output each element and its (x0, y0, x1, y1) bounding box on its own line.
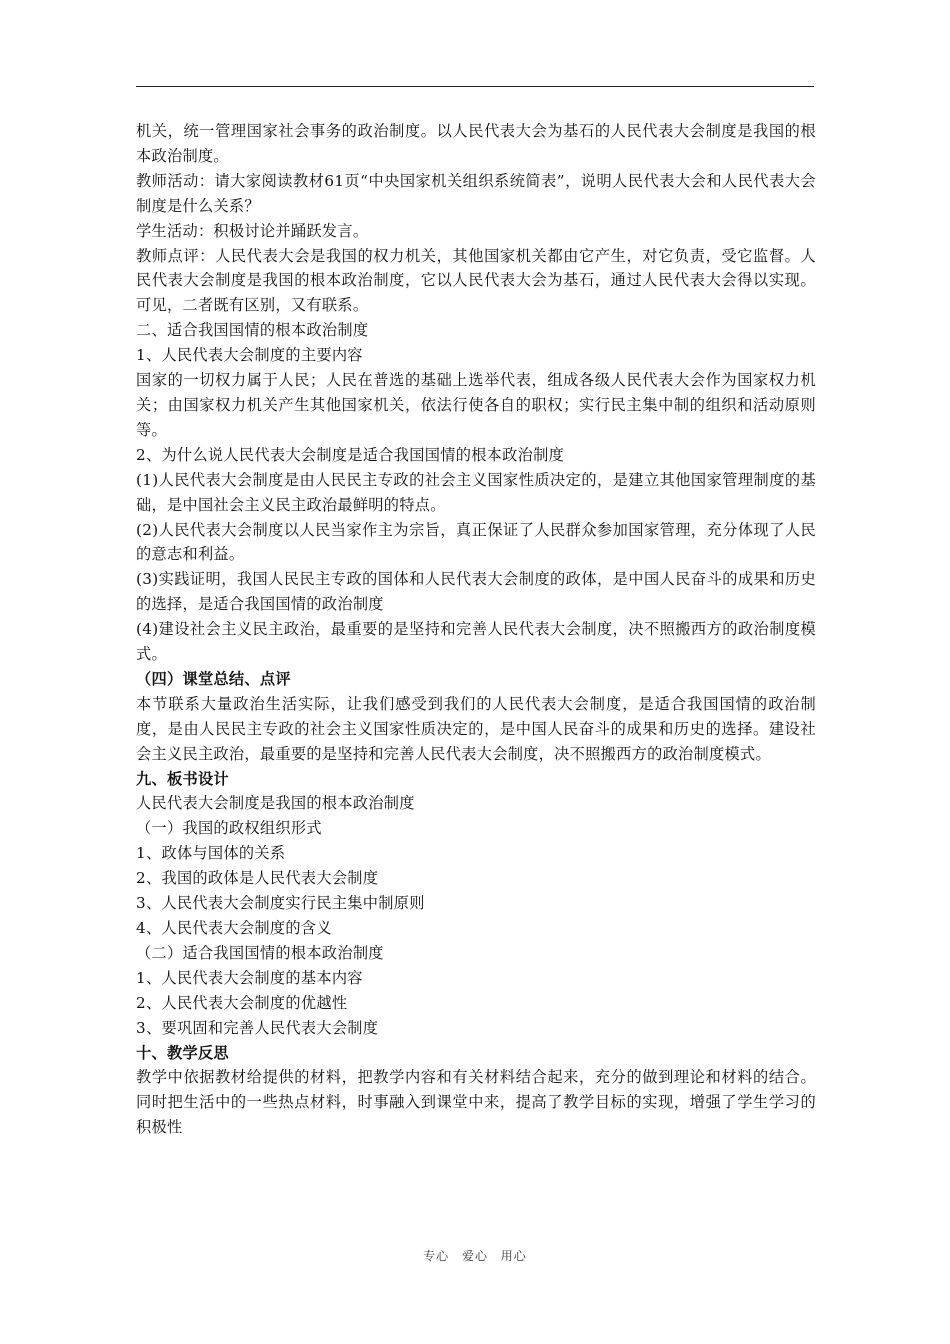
board-item: 3、人民代表大会制度实行民主集中制原则 (136, 894, 425, 913)
page-footer: 专心 爱心 用心 (423, 1249, 527, 1263)
paragraph: 学生活动：积极讨论并踊跃发言。 (136, 221, 369, 240)
paragraph: 本节联系大量政治生活实际，让我们感受到我们的人民代表大会制度，是适合我国国情的政治制度，是由人民民主专政的社会主义国家性质决定的，是中国人民奋斗的成果和历史的选择。建设社会主义民主政治，最重要的是坚持和完善人民代表大会制度，决不照搬西方的政治制度模式。 (136, 694, 816, 763)
board-item: （一）我国的政权组织形式 (136, 819, 322, 838)
board-item: 2、人民代表大会制度的优越性 (136, 993, 348, 1012)
board-title: 人民代表大会制度是我国的根本政治制度 (136, 794, 415, 813)
paragraph: 国家的一切权力属于人民；人民在普选的基础上选举代表，组成各级人民代表大会作为国家权力机关；由国家权力机关产生其他国家机关，依法行使各自的职权；实行民主集中制的组织和活动原则等。 (136, 371, 816, 439)
board-item: 2、我国的政体是人民代表大会制度 (136, 869, 379, 888)
paragraph: 教师点评：人民代表大会是我国的权力机关，其他国家机关都由它产生，对它负责，受它监督。人民代表大会制度是我国的根本政治制度，它以人民代表大会为基石，通过人民代表大会得以实现。可见，二者既有区别，又有联系。 (136, 246, 816, 315)
subsection-heading: 1、人民代表大会制度的主要内容 (136, 346, 363, 365)
list-item: (4)建设社会主义民主政治，最重要的是坚持和完善人民代表大会制度，决不照搬西方的政治制度模式。 (136, 620, 816, 664)
list-item: (1)人民代表大会制度是由人民民主专政的社会主义国家性质决定的，是建立其他国家管理制度的基础，是中国社会主义民主政治最鲜明的特点。 (136, 470, 816, 514)
section-heading-board-design: 九、板书设计 (136, 769, 229, 788)
subsection-heading: 2、为什么说人民代表大会制度是适合我国国情的根本政治制度 (136, 445, 565, 464)
section-heading-reflection: 十、教学反思 (136, 1043, 229, 1062)
list-item: (2)人民代表大会制度以人民当家作主为宗旨，真正保证了人民群众参加国家管理，充分体现了人民的意志和利益。 (136, 520, 816, 564)
document-body (136, 119, 816, 1140)
section-heading-summary: （四）课堂总结、点评 (136, 669, 291, 688)
paragraph: 机关，统一管理国家社会事务的政治制度。以人民代表大会为基石的人民代表大会制度是我国的根本政治制度。 (136, 122, 816, 165)
board-item: （二）适合我国国情的根本政治制度 (136, 943, 384, 962)
list-item: (3)实践证明，我国人民民主专政的国体和人民代表大会制度的政体，是中国人民奋斗的成果和历史的选择，是适合我国国情的政治制度 (136, 570, 816, 614)
board-item: 3、要巩固和完善人民代表大会制度 (136, 1018, 379, 1037)
header-rule (136, 86, 814, 87)
board-item: 1、政体与国体的关系 (136, 844, 286, 863)
paragraph: 教师活动：请大家阅读教材61页“中央国家机关组织系统简表”，说明人民代表大会和人民代表大会制度是什么关系？ (136, 171, 816, 215)
board-item: 4、人民代表大会制度的含义 (136, 919, 332, 937)
section-heading: 二、适合我国国情的根本政治制度 (136, 321, 369, 340)
board-item: 1、人民代表大会制度的基本内容 (136, 968, 363, 987)
paragraph: 教学中依据教材给提供的材料，把教学内容和有关材料结合起来，充分的做到理论和材料的结合。同时把生活中的一些热点材料，时事融入到课堂中来，提高了教学目标的实现，增强了学生学习的积极性 (136, 1068, 816, 1137)
